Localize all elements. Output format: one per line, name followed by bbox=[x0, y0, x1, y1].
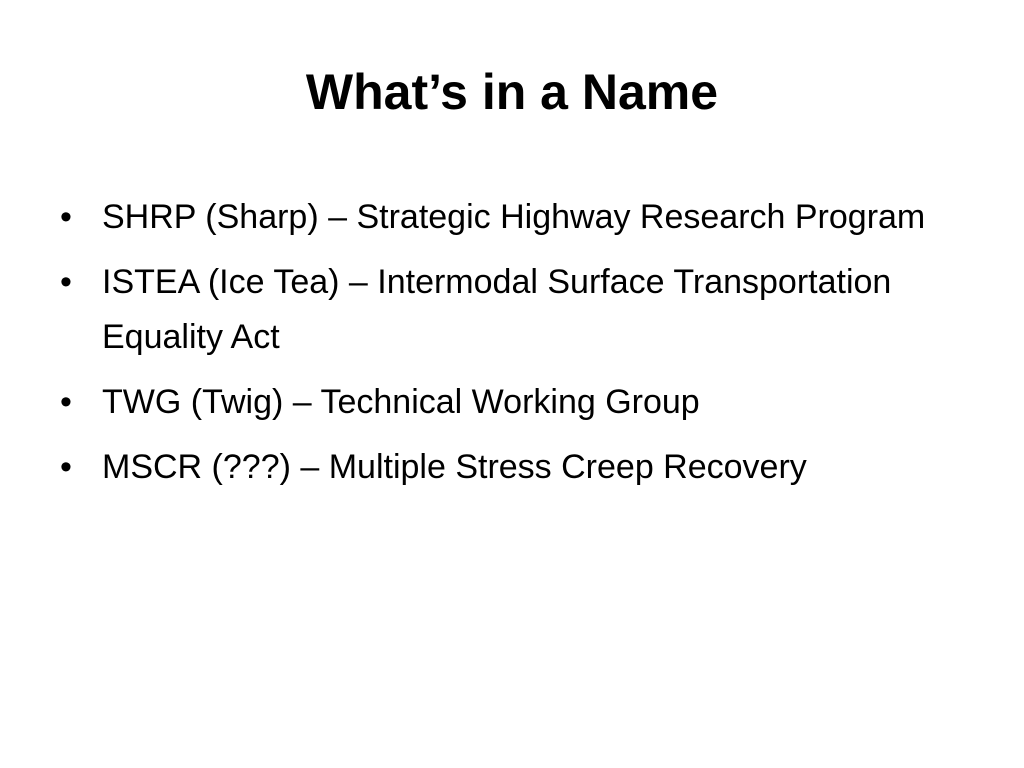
bullet-item-twg bbox=[60, 375, 960, 430]
bullet-icon: • bbox=[60, 198, 72, 236]
bullet-item-istea bbox=[60, 255, 960, 365]
bullet-text: TWG (Twig) – Technical Working Group bbox=[102, 383, 700, 421]
bullet-text: MSCR (???) – Multiple Stress Creep Recovery bbox=[102, 448, 807, 486]
bullet-icon: • bbox=[60, 263, 72, 301]
bullet-icon: • bbox=[60, 448, 72, 486]
bullet-text: SHRP (Sharp) – Strategic Highway Research Program bbox=[102, 198, 926, 236]
bullet-icon: • bbox=[60, 383, 72, 421]
bullet-item-mscr bbox=[60, 440, 960, 495]
bullet-text: ISTEA (Ice Tea) – Intermodal Surface Transportation Equality Act bbox=[102, 263, 892, 356]
bullet-list bbox=[60, 190, 960, 505]
slide-title: What’s in a Name bbox=[305, 64, 719, 120]
bullet-item-shrp bbox=[60, 190, 960, 245]
